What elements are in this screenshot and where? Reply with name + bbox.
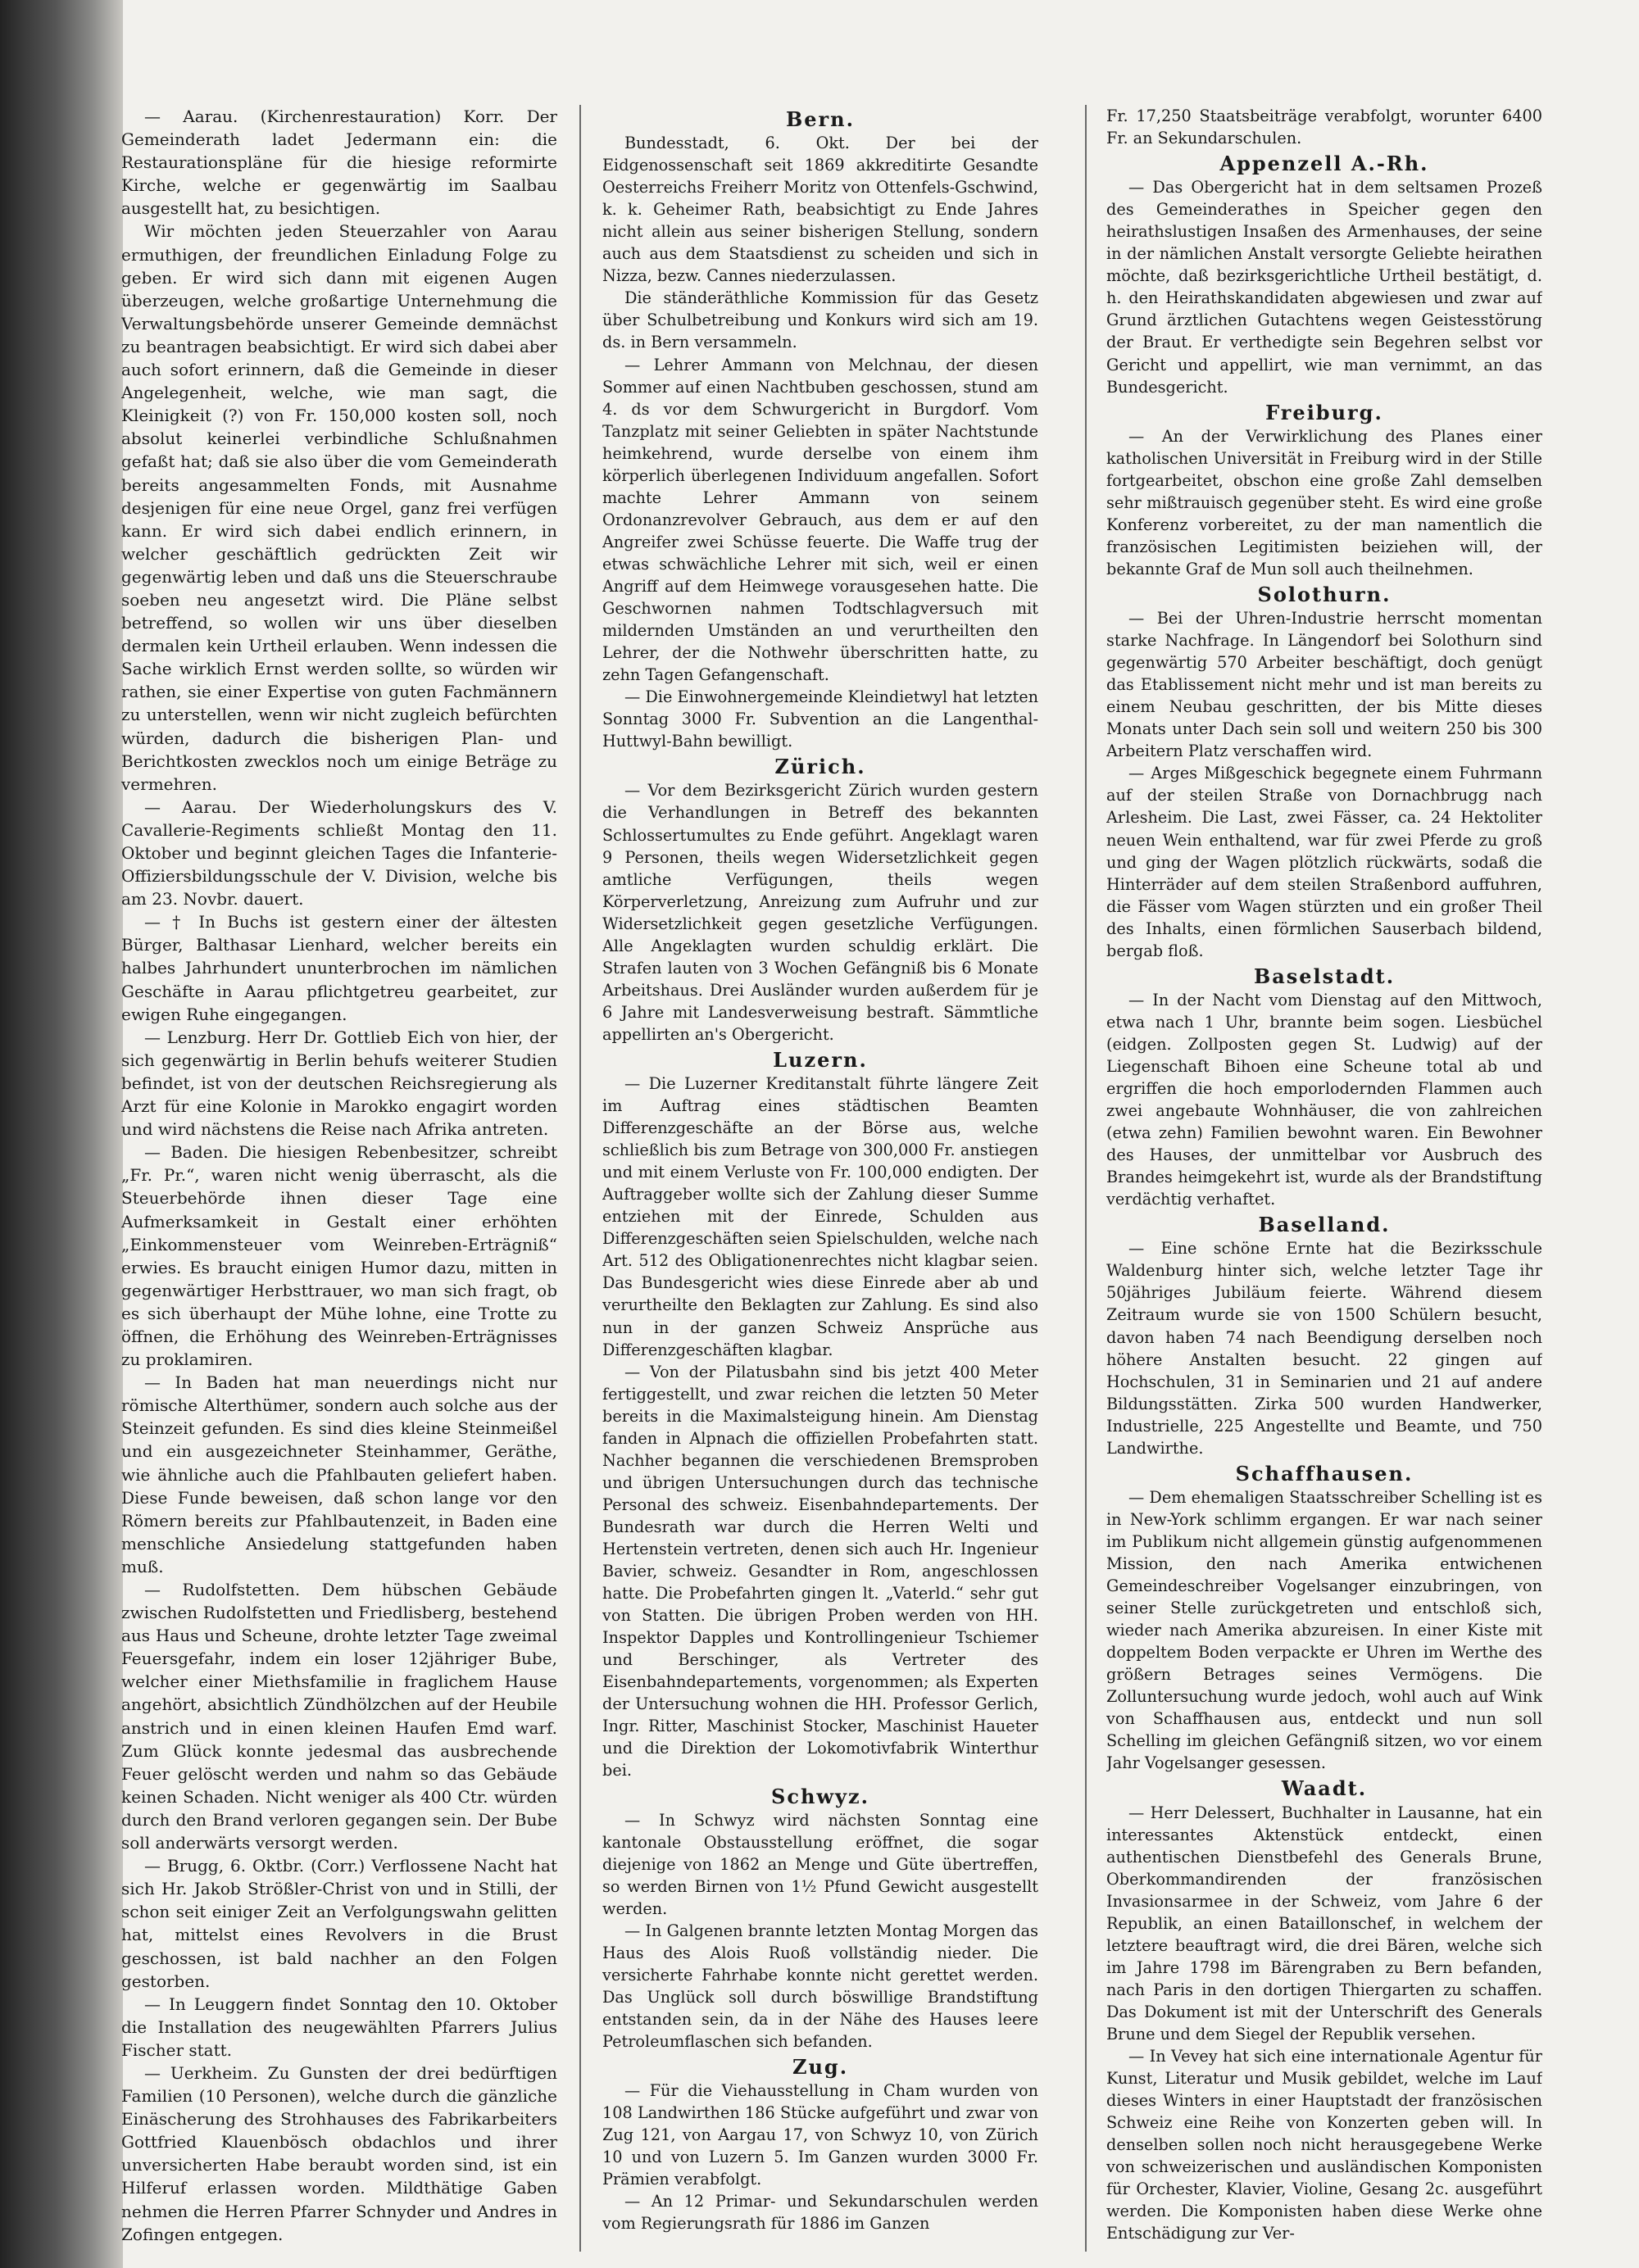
article-paragraph: — Lenzburg. Herr Dr. Gottlieb Eich von hier, der sich gegenwärtig in Berlin behufs weiterer Studien befindet, ist von der deutschen Reichsregierung als Arzt für eine Kolonie in Marokko engagirt worden und wird nächstens die Reise nach Afrika antreten. [121,1027,557,1140]
section-heading: Luzern. [773,1047,868,1072]
section-heading: Appenzell A.-Rh. [1219,152,1429,176]
article-paragraph: — Eine schöne Ernte hat die Bezirksschule Waldenburg hinter sich, welche letzter Tage ihr 50jähriges Jubiläum feierte. Während diesem Zeitraum wurde sie von 1500 Schülern besucht, davon haben 74 nach Beendigung derselben noch höhere Anstalten besucht. 22 gingen auf Hochschulen, 31 in Seminarien und 21 auf andere Bildungsstätten. Zirka 500 wurden Handwerker, Industrielle, 225 Angestellte und Beamte, und 750 Landwirthe. [1106,1239,1542,1458]
article [602,354,1038,687]
article [1106,762,1542,961]
article-paragraph: — Die Einwohnergemeinde Kleindietwyl hat letzten Sonntag 3000 Fr. Subvention an die Langenthal-Huttwyl-Bahn bewilligt. [602,687,1038,751]
article-paragraph: — Aarau. (Kirchenrestauration) Korr. Der Gemeinderath ladet Jedermann ein: die Restaurationspläne für die hiesige reformirte Kirche, welche er gegenwärtig im Saalbau ausgestellt hat, zu besichtigen. [121,107,557,219]
article-paragraph: — Arges Mißgeschick begegnete einem Fuhrmann auf der steilen Straße von Dornachbrugg nach Arlesheim. Die Last, zwei Fässer, ca. 24 Hektoliter neuen Wein enthaltend, war für zwei Pferde zu groß und ging der Wagen plötzlich rückwärts, sodaß die Hinterräder auf dem steilen Straßenbord auffuhren, die Fässer vom Wagen stürzten und ein großer Theil des Inhalts, einen förmlichen Sauserbach bildend, bergab floß. [1106,764,1542,960]
article-paragraph: — An der Verwirklichung des Planes einer katholischen Universität in Freiburg wird in der Stille fortgearbeitet, obschon eine große Zahl demselben sehr mißtrauisch gegenüber steht. Es wird eine große Konferenz vorbereitet, zu der man namentlich die französischen Legitimisten beiziehen will, der bekannte Graf de Mun soll auch theilnehmen. [1106,426,1542,578]
article-paragraph: — Von der Pilatusbahn sind bis jetzt 400 Meter fertiggestellt, und zwar reichen die letzten 50 Meter bereits in die Maximalsteigung hinein. Am Dienstag fanden in Alpnach die offiziellen Probefahrten statt. Nachher begannen die verschiedenen Bremsproben und übrigen Untersuchungen durch das technische Personal des schweiz. Eisenbahndepartements. Der Bundesrath war durch die Herren Welti und Hertenstein vertreten, denen sich auch Hr. Ingenieur Bavier, schweiz. Gesandter in Rom, angeschlossen hatte. Die Probefahrten gingen lt. „Vaterld.“ sehr gut von Statten. Die übrigen Proben werden von HH. Inspektor Dapples und Kontrollingenieur Tschiemer und Berschinger, als Vertreter des Eisenbahndepartements, vorgenommen; als Experten der Untersuchung wohnen die HH. Professor Gerlich, Ingr. Ritter, Maschinist Stocker, Maschinist Haueter und die Direktion der Lokomotivfabrik Winterthur bei. [602,1362,1038,1780]
article [1106,1486,1542,1775]
section-heading: Bern. [785,107,855,131]
book-spine [0,0,123,2268]
section-heading: Zug. [792,2055,849,2080]
column-1 [121,105,557,2252]
article-paragraph: — In der Nacht vom Dienstag auf den Mittwoch, etwa nach 1 Uhr, brannte beim sogen. Liesbüchel (eidgen. Zollposten gegen St. Ludwig) auf der Liegenschaft Bihoen eine Scheune total ab und ergriffen die hoch emporlodernden Flammen auch zwei angebaute Wohnhäuser, die von zahlreichen (etwa zehn) Familien bewohnt waren. Ein Bewohner des Hauses, der unmittelbar vor Ausbruch des Brandes heimgekehrt ist, wurde als der Brandstiftung verdächtig verhaftet. [1106,990,1542,1209]
article-paragraph: — Vor dem Bezirksgericht Zürich wurden gestern die Verhandlungen in Betreff des bekannten Schlossertumultes zu Ende geführt. Angeklagt waren 9 Personen, theils wegen Widersetzlichkeit gegen amtliche Verfügungen, theils wegen Körperverletzung, Anreizung zum Aufruhr und zur Widersetzlichkeit gegen gesetzliche Verfügungen. Alle Angeklagten wurden schuldig erklärt. Die Strafen lauten von 3 Wochen Gefängniß bis 6 Monate Arbeitshaus. Drei Ausländer wurden außerdem für je 6 Jahre mit Landesverweisung bestraft. Sämmtliche appellirten an's Obergericht. [602,781,1038,1044]
column-rule [579,105,581,2252]
article [602,1920,1038,2053]
column-3 [1106,105,1542,2252]
article [1106,989,1542,1210]
section-heading: Zürich. [774,755,866,779]
article [602,2080,1038,2190]
article [1106,1237,1542,1458]
article [602,1361,1038,1782]
article [121,1854,557,1993]
article [121,105,557,796]
article-paragraph: — Lehrer Ammann von Melchnau, der diesen Sommer auf einen Nachtbuben geschossen, stund am 4. ds vor dem Schwurgericht in Burgdorf. Vom Tanzplatz mit seiner Geliebten in später Nachtstunde heimkehrend, wurde derselbe von einem ihm körperlich überlegenen Individuum angefallen. Sofort machte Lehrer Ammann von seinem Ordonanzrevolver Gebrauch, aus dem er auf den Angreifer zwei Schüsse feuerte. Die Waffe trug der etwas schwächliche Lehrer mit sich, weil er einen Angriff auf dem Heimwege vorausgesehen hatte. Die Geschwornen nahmen Todtschlagversuch mit mildernden Umständen an und verurtheilten den Lehrer, der die Nothwehr überschritten hatte, zu zehn Tagen Gefangenschaft. [602,355,1038,685]
section-heading: Solothurn. [1257,582,1392,606]
article [1106,1802,1542,2046]
article-paragraph: — Bei der Uhren-Industrie herrscht momentan starke Nachfrage. In Längendorf bei Solothurn sind gegenwärtig 570 Arbeiter beschäftigt, doch genügt das Etablissement nicht mehr und ist man bereits zu einem Neubau geschritten, der bis Mitte dieses Monats unter Dach sein soll und weitern 250 bis 300 Arbeitern Platz verschaffen wird. [1106,609,1542,761]
article [121,1371,557,1578]
article [121,1026,557,1141]
article-paragraph: — In Leuggern findet Sonntag den 10. Oktober die Installation des neugewählten Pfarrers Julius Fischer statt. [121,1994,557,2060]
article [602,2190,1038,2234]
article-paragraph: — Die Luzerner Kreditanstalt führte längere Zeit im Auftrag eines städtischen Beamten Differenzgeschäfte an der Börse aus, welche schließlich bis zum Betrage von 300,000 Fr. anstiegen und mit einem Verluste von Fr. 100,000 endigten. Der Auftraggeber wollte sich der Zahlung dieser Summe entziehen mit der Einrede, Schulden aus Differenzgeschäften seien Spielschulden, welche nach Art. 512 des Obligationenrechtes nicht klagbar seien. Das Bundesgericht wies diese Einrede aber ab und verurtheilte den Beklagten zur Zahlung. Es sind also nun in der ganzen Schweiz Ansprüche aus Differenzgeschäften klagbar. [602,1074,1038,1359]
continued-paragraph: Fr. 17,250 Staatsbeiträge verabfolgt, worunter 6400 Fr. an Sekundarschulen. [1106,107,1542,148]
column-rule [1085,105,1087,2252]
article [121,1141,557,1371]
article [121,2062,557,2246]
article-paragraph: — In Schwyz wird nächsten Sonntag eine kantonale Obstausstellung eröffnet, die sogar diejenige von 1862 an Menge und Güte übertreffen, so werden Birnen von 1½ Pfund Gewicht ausgestellt werden. [602,1810,1038,1918]
article [602,132,1038,287]
section-heading: Baselstadt. [1253,964,1396,988]
continued-text [1106,105,1542,149]
article-paragraph: — Aarau. Der Wiederholungskurs des V. Cavallerie-Regiments schließt Montag den 11. Oktober und beginnt gleichen Tages die Infanterie-Offiziersbildungsschule der V. Division, welche bis am 23. Novbr. dauert. [121,796,557,909]
section-heading: Baselland. [1258,1213,1391,1237]
article [1106,607,1542,762]
article-paragraph: — Rudolfstetten. Dem hübschen Gebäude zwischen Rudolfstetten und Friedlisberg, bestehend aus Haus und Scheune, drohte letzter Tage zweimal Feuersgefahr, indem ein loser 12jähriger Bube, welcher einer Miethsfamilie in fraglichem Hause angehört, absichtlich Zündhölzchen auf der Heubile anstrich und in einen kleinen Haufen Emd warf. Zum Glück konnte jedesmal das ausbrechende Feuer gelöscht werden und nahm so das Gebäude keinen Schaden. Nicht weniger als 400 Ctr. würden durch den Brand verloren gegangen sein. Der Bube soll anderwärts versorgt werden. [121,1580,557,1853]
article [121,796,557,910]
article [602,779,1038,1046]
article-paragraph: — Das Obergericht hat in dem seltsamen Prozeß des Gemeinderathes in Speicher gegen den heirathslustigen Insaßen des Armenhauses, der seine in der nämlichen Anstalt versorgte Geliebte heirathen möchte, daß bezirksgerichtliche Urtheil bestätigt, d. h. den Heirathskandidaten abgewiesen und zwar auf Grund ärztlichen Gutachtens wegen Geistesstörung der Braut. Er verthedigte sein Begehren selbst vor Gericht und appellirt, wie man vernimmt, an das Bundesgericht. [1106,178,1542,397]
article-paragraph: — † In Buchs ist gestern einer der ältesten Bürger, Balthasar Lienhard, welcher bereits ein halbes Jahrhundert ununterbrochen im nämlichen Geschäfte in Aarau pflichtgetreu gearbeitet, zur ewigen Ruhe eingegangen. [121,912,557,1024]
article [602,1809,1038,1920]
article-paragraph: — In Vevey hat sich eine internationale Agentur für Kunst, Literatur und Musik gebildet, welche im Lauf dieses Winters in einer Hauptstadt der französischen Schweiz eine Reihe von Konzerten geben will. In denselben sollen noch nicht herausgegebene Werke von schweizerischen und ausländischen Komponisten für Orchester, Klavier, Violine, Gesang 2c. ausgeführt werden. Die Komponisten haben diese Werke ohne Entschädigung zur Ver- [1106,2047,1542,2243]
article-paragraph: — An 12 Primar- und Sekundarschulen werden vom Regierungsrath für 1886 im Ganzen [602,2192,1038,2234]
article-paragraph: Bundesstadt, 6. Okt. Der bei der Eidgenossenschaft seit 1869 akkreditirte Gesandte Oesterreichs Freiherr Moritz von Ottenfels-Gschwind, k. k. Geheimer Rath, beabsichtigt zu Ende Jahres nicht allein aus seiner bisherigen Stellung, sondern auch aus dem Staatsdienst zu scheiden und sich in Nizza, bezw. Cannes niederzulassen. [602,134,1038,286]
article-paragraph: Wir möchten jeden Steuerzahler von Aarau ermuthigen, der freundlichen Einladung Folge zu geben. Er wird sich dann mit eigenen Augen überzeugen, welche großartige Unternehmung die Verwaltungsbehörde unserer Gemeinde demnächst zu beantragen beabsichtigt. Er wird sich dabei aber auch sofort erinnern, daß die Gemeinde in dieser Angelegenheit, welche, wie man sagt, die Kleinigkeit (?) von Fr. 150,000 kosten soll, noch absolut keinerlei verbindliche Schlußnahmen gefaßt hat; daß sie also über die vom Gemeinderath bereits angesammelten Fonds, mit Ausnahme desjenigen für eine neue Orgel, ganz frei verfügen kann. Er wird sich dabei endlich erinnern, in welcher geschäftlich gedrückten Zeit wir gegenwärtig leben und daß uns die Steuerschraube soeben neu angesetzt wird. Die Pläne selbst betreffend, so wollen wir uns über dieselben dermalen kein Urtheil erlauben. Wenn indessen die Sache wirklich Ernst werden sollte, so würden wir rathen, sie einer Expertise von guten Fachmännern zu unterstellen, wenn wir nicht zugleich befürchten würden, dadurch die bisherigen Plan- und Berichtkosten zwecklos noch um einige Beträge zu vermehren. [121,221,557,794]
section-heading: Freiburg. [1265,400,1383,424]
article-paragraph: — Dem ehemaligen Staatsschreiber Schelling ist es in New-York schlimm ergangen. Er war nach seiner im Publikum nicht allgemein günstig aufgenommenen Mission, den nach Amerika entwichenen Gemeindeschreiber Vogelsanger einzubringen, von seiner Stelle zurückgetreten und entschloß sich, wieder nach Amerika abzureisen. In einer Kiste mit doppeltem Boden verpackte er Uhren im Werthe des größern Betrages seines Vermögens. Die Zolluntersuchung wurde jedoch, wohl auch auf Wink von Schaffhausen aus, entdeckt und nun soll Schelling im gleichen Gefängniß sitzen, wo vor einem Jahr Vogelsanger gesessen. [1106,1487,1542,1773]
column-2 [602,105,1038,2252]
article-paragraph: — Uerkheim. Zu Gunsten der drei bedürftigen Familien (10 Personen), welche durch die gänzliche Einäscherung des Strohhauses des Fabrikarbeiters Gottfried Klauenbösch obdachlos und ihrer unversicherten Habe beraubt worden sind, ist ein Hilferuf erlassen worden. Mildthätige Gaben nehmen die Herren Pfarrer Schnyder und Andres in Zofingen entgegen. [121,2062,557,2244]
article-paragraph: — In Galgenen brannte letzten Montag Morgen das Haus des Alois Ruoß vollständig nieder. Die versicherte Fahrhabe konnte nicht gerettet werden. Das Unglück soll durch böswillige Brandstiftung entstanden sein, da in der Nähe des Hauses leere Petroleumflaschen sich befanden. [602,1921,1038,2052]
article [121,1578,557,1854]
article-paragraph: — Baden. Die hiesigen Rebenbesitzer, schreibt „Fr. Pr.“, waren nicht wenig überrascht, als die Steuerbehörde ihnen dieser Tage eine Aufmerksamkeit in Gestalt einer erhöhten „Einkommensteuer vom Weinreben-Erträgniß“ erwies. Es braucht einigen Humor dazu, mitten in gegenwärtiger Herbsttrauer, wo man sich fragt, ob es sich überhaupt der Mühe lohne, eine Trotte zu öffnen, die Erhöhung des Weinreben-Erträgnisses zu proklamiren. [121,1142,557,1370]
article [121,1993,557,2062]
article-paragraph: — Herr Delessert, Buchhalter in Lausanne, hat ein interessantes Aktenstück entdeckt, einen authentischen Dienstbefehl des Generals Brune, Oberkommandirenden der französischen Invasionsarmee in der Schweiz, vom Jahre 6 der Republik, an einen Bataillonschef, in welchem der letztere beauftragt wird, die drei Bären, welche sich im Jahre 1798 im Bärengraben zu Bern befanden, nach Paris in den dortigen Thiergarten zu schaffen. Das Dokument ist mit der Unterschrift des Generals Brune und dem Siegel der Republik versehen. [1106,1803,1542,2043]
section-heading: Schwyz. [771,1784,869,1808]
section-heading: Waadt. [1281,1776,1368,1801]
article [1106,2045,1542,2244]
article-paragraph: — Brugg, 6. Oktbr. (Corr.) Verflossene Nacht hat sich Hr. Jakob Strößler-Christ von und in Stilli, der schon seit einiger Zeit an Verfolgungswahn gelitten hat, mittelst eines Revolvers in die Brust geschossen, ist bald nachher an den Folgen gestorben. [121,1856,557,1991]
article-paragraph: — Für die Viehausstellung in Cham wurden von 108 Landwirthen 186 Stücke aufgeführt und zwar von Zug 121, von Aargau 17, von Schwyz 10, von Zürich 10 und von Luzern 5. Im Ganzen wurden 3000 Fr. Prämien verabfolgt. [602,2081,1038,2189]
article [1106,425,1542,580]
section-heading: Schaffhausen. [1235,1461,1414,1486]
article [121,910,557,1025]
article [602,1073,1038,1361]
article-paragraph: Die ständeräthliche Kommission für das Gesetz über Schulbetreibung und Konkurs wird sich am 19. ds. in Bern versammeln. [602,288,1038,352]
article [1106,176,1542,397]
article [602,287,1038,353]
article [602,686,1038,752]
article-paragraph: — In Baden hat man neuerdings nicht nur römische Alterthümer, sondern auch solche aus der Steinzeit gefunden. Es sind dies kleine Steinmeißel und ein ausgezeichneter Steinhammer, Geräthe, wie ähnliche auch die Pfahlbauten geliefert haben. Diese Funde beweisen, daß schon lange vor den Römern bereits zur Pfahlbautenzeit, in Baden eine menschliche Ansiedelung stattgefunden haben muß. [121,1372,557,1576]
